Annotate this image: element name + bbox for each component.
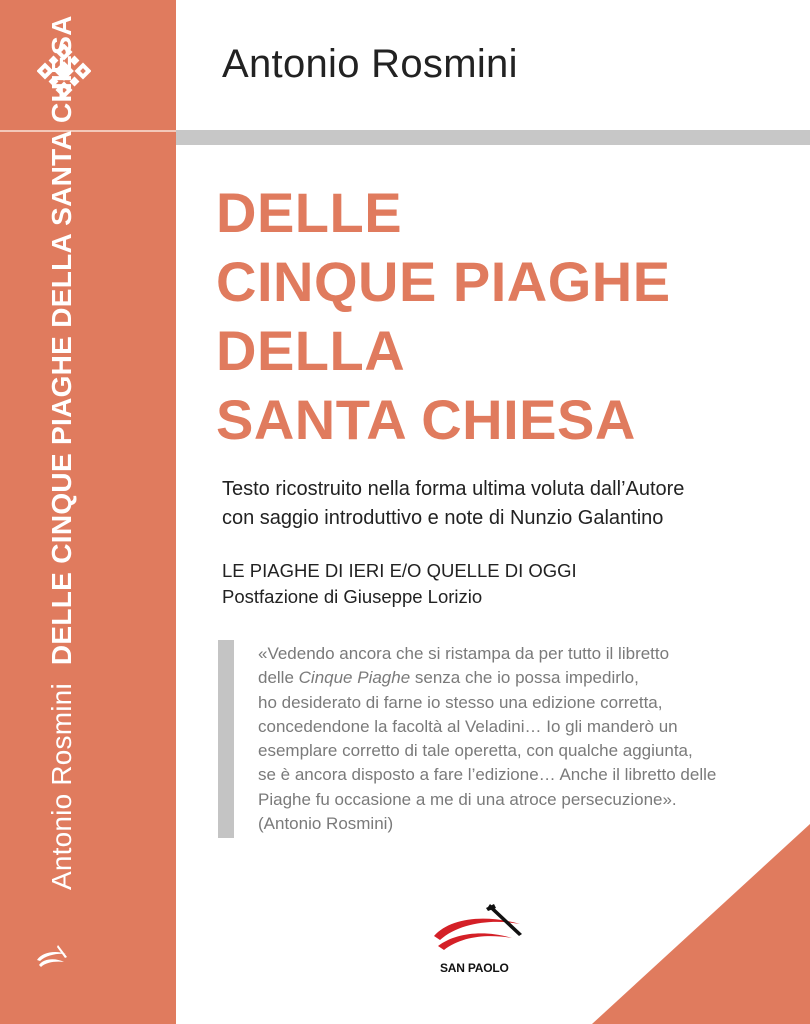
spine-author: Antonio Rosmini xyxy=(46,683,77,890)
book-title xyxy=(216,178,671,454)
quote-line: ho desiderato di farne io stesso una edizione corretta, xyxy=(258,692,663,712)
publisher-name: SAN PAOLO xyxy=(440,961,509,975)
quote-line: se è ancora disposto a fare l’edizione… Anche il libretto delle xyxy=(258,765,717,785)
subtitle-line: con saggio introduttivo e note di Nunzio Galantino xyxy=(222,507,664,529)
quote-line: concedendone la facoltà al Veladini… Io gli manderò un xyxy=(258,716,678,736)
header-divider-band xyxy=(176,130,810,145)
spine-title: DELLE CINQUE PIAGHE DELLA SANTA CHIESA xyxy=(46,15,77,666)
quote-italic-title: Cinque Piaghe xyxy=(298,668,411,688)
corner-triangle xyxy=(592,824,810,1024)
afterword-line: LE PIAGHE DI IERI E/O QUELLE DI OGGI xyxy=(222,560,577,581)
spine-text xyxy=(46,15,78,890)
afterword-note xyxy=(222,558,577,610)
subtitle xyxy=(222,475,684,533)
san-paolo-logo-icon xyxy=(34,942,70,974)
quote-line: esemplare corretto di tale operetta, con qualche aggiunta, xyxy=(258,741,693,761)
book-spine xyxy=(0,0,176,1024)
spine-divider xyxy=(0,130,176,132)
subtitle-line: Testo ricostruito nella forma ultima voluta dall’Autore xyxy=(222,478,685,500)
quote-attribution: (Antonio Rosmini) xyxy=(258,814,394,834)
title-line: DELLA xyxy=(216,319,406,382)
afterword-line: Postfazione di Giuseppe Lorizio xyxy=(222,586,483,607)
quote-text: delle xyxy=(258,668,299,688)
quote-line xyxy=(258,666,716,690)
title-line: CINQUE PIAGHE xyxy=(216,250,671,313)
title-line: DELLE xyxy=(216,181,403,244)
cover-author: Antonio Rosmini xyxy=(222,42,518,86)
quote-line: Piaghe fu occasione a me di una atroce persecuzione». xyxy=(258,789,677,809)
title-line: SANTA CHIESA xyxy=(216,388,636,451)
san-paolo-logo-icon xyxy=(424,900,532,954)
quote-text: senza che io possa impedirlo, xyxy=(410,668,639,688)
epigraph-quote xyxy=(258,642,716,836)
quote-bar xyxy=(218,640,234,838)
quote-line: «Vedendo ancora che si ristampa da per tutto il libretto xyxy=(258,644,670,663)
